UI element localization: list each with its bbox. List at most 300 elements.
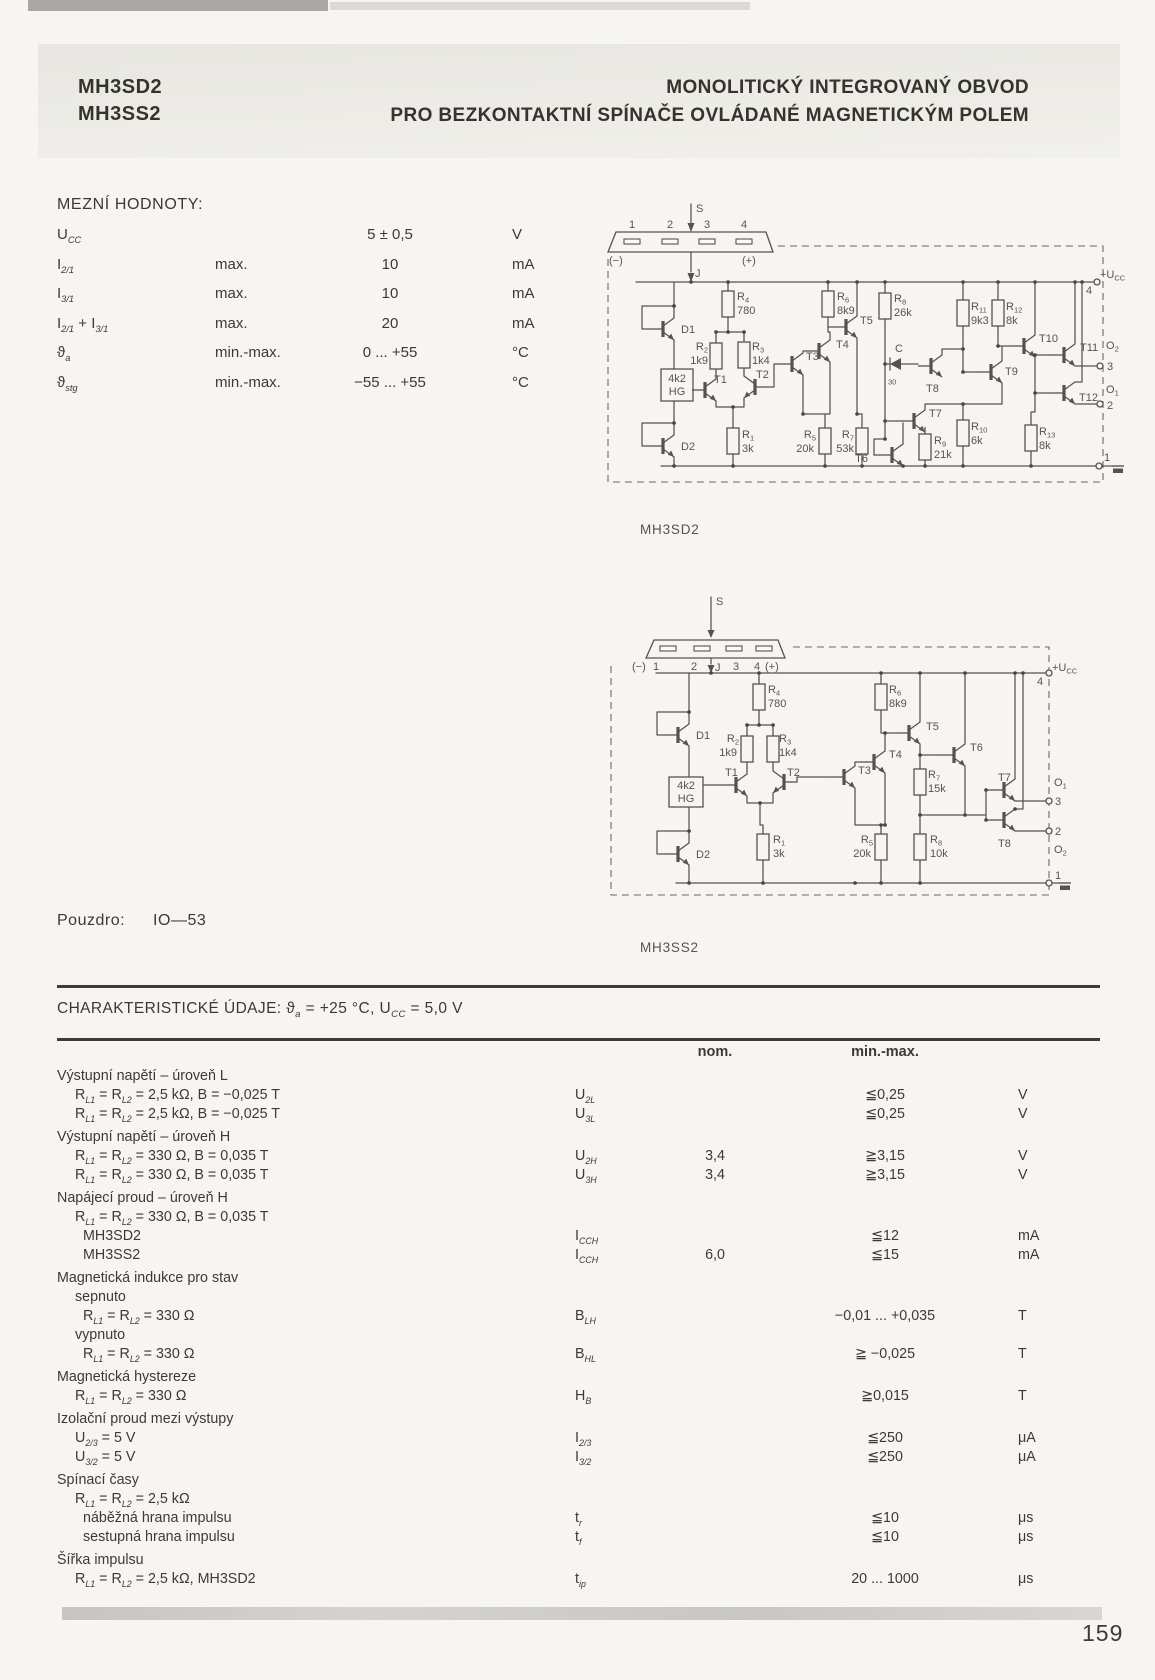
char-minmax-value: ≦250 [867,1430,903,1446]
resistor-symbol [957,293,969,333]
char-section [57,1369,1117,1407]
schematic-label: 15k [928,783,946,795]
part-number-2: MH3SS2 [78,103,162,125]
pin-circle [1046,880,1052,886]
char-minmax-value: ≦0,25 [865,1106,905,1122]
schematic-label: T7 [929,408,942,420]
transistor-symbol [1051,382,1075,404]
transistor-symbol [650,435,674,457]
schematic-label: $R_{12}$ [1006,301,1023,315]
char-row [57,1571,1117,1590]
char-nom-value: 3,4 [705,1148,725,1164]
limit-u: V [512,226,523,243]
schematic-label: 8k9 [889,698,907,710]
char-minmax-value: ≧3,15 [865,1148,905,1164]
limit-c: min.-max. [215,344,281,361]
char-section-title: Magnetická indukce pro stav [57,1270,239,1286]
schematic-label: 4 [740,219,748,231]
char-unit: mA [1018,1247,1040,1263]
schematic-label: $R_6$ [837,291,850,305]
schematic-label: $R_9$ [934,435,947,449]
schematic-label: 780 [768,698,787,710]
char-unit: T [1018,1308,1027,1324]
char-row [57,1228,1117,1247]
part-numbers [78,74,162,128]
char-unit: μA [1018,1449,1036,1465]
char-unit: μs [1018,1510,1034,1526]
limit-c: max. [215,255,248,273]
schematic-label: 1k9 [719,747,737,759]
char-symbol: $I_{3/2}$ [575,1449,592,1467]
schematic-label: J [715,662,721,674]
char-unit: μs [1018,1571,1034,1587]
char-row [57,1289,1117,1308]
schematic-label: $R_{10}$ [971,421,988,435]
schematic-label: $O_2$ [1054,844,1067,858]
schematic-label: 1 [628,219,636,231]
diagram2-caption: MH3SS2 [640,940,699,955]
char-symbol: $I_{2/3}$ [575,1430,592,1448]
schematic-label: 4k2 [677,780,695,792]
char-symbol: $H_B$ [575,1388,592,1406]
schematic-label: $R_{13}$ [1039,426,1056,440]
transistor-symbol [978,361,1002,383]
char-row [57,1327,1117,1346]
schematic-label: 2 [666,219,674,231]
schematic-label: 3k [773,848,785,860]
transistor-symbol [879,444,903,466]
char-section [57,1270,1117,1365]
table-rule-top [57,985,1100,988]
limit-u: °C [512,344,529,361]
limit-c: min.-max. [215,373,281,391]
char-section-title: Výstupní napětí – úroveň L [57,1068,228,1084]
limit-v: 5 ± 0,5 [367,226,413,243]
package-note [57,912,206,930]
char-minmax-value: ≦10 [871,1529,899,1545]
transistor-symbol [991,809,1015,831]
char-section [57,1472,1117,1548]
package-note-value: IO—53 [153,912,207,929]
schematic-label: 8k [1006,315,1018,327]
schematic-label: 1 [653,661,660,673]
pin-circle [1046,828,1052,834]
resistor-symbol [875,677,887,717]
char-condition: MH3SD2 [83,1228,141,1244]
char-condition: $R_{L1} = R_{L2} = 2,5$ kΩ, B = −0,025 T [75,1087,280,1105]
schematic-label: $O_1$ [1106,384,1119,398]
resistor-symbol [914,827,926,867]
char-unit: T [1018,1346,1027,1362]
char-section [57,1129,1117,1186]
char-condition: $R_{L1} = R_{L2} = 330$ Ω, B = 0,035 T [75,1148,269,1166]
char-condition: $R_{L1} = R_{L2} = 2,5$ kΩ, MH3SD2 [75,1571,256,1589]
char-section [57,1068,1117,1125]
schematic-label: 4 [1037,676,1044,688]
char-minmax-value: ≦12 [871,1228,899,1244]
char-nom-value: 3,4 [705,1167,725,1183]
char-row [57,1167,1117,1186]
limit-row [57,315,597,345]
schematic-label: $O_2$ [1106,340,1119,354]
pin-circle [1097,363,1103,369]
schematic-label: $R_5$ [860,834,873,848]
schematic-label: 1k4 [779,747,797,759]
schematic-label: 1k9 [690,355,708,367]
transistor-symbol [833,316,857,338]
char-minmax-value: ≦15 [871,1247,899,1263]
transistor-symbol [896,722,920,744]
schematic-label: T2 [787,767,800,779]
limit-row [57,344,597,374]
char-section [57,1190,1117,1266]
schematic-label: 30 [888,377,897,387]
limit-row [57,374,597,404]
resistor-symbol [753,677,765,717]
schematic-label: 4k2 [668,373,686,385]
schematic-label: HG [668,386,686,398]
schematic-label: 8k [1039,440,1051,452]
schematic-label: (−) [632,661,646,673]
char-condition: $U_{2/3} = 5$ V [75,1430,136,1448]
schematic-label: T8 [926,383,939,395]
resistor-symbol [957,413,969,453]
resistor-symbol [738,335,750,375]
char-row [57,1449,1117,1468]
schematic-label: 1 [1104,452,1111,464]
limit-u: mA [512,285,535,302]
limit-p: $ϑ_{stg}$ [57,373,78,393]
schematic-label: 2 [1107,400,1114,412]
char-section-title: Spínací časy [57,1472,139,1488]
limits-title: MEZNÍ HODNOTY: [57,196,204,213]
limit-v: 20 [381,314,399,332]
schematic-label: T4 [889,749,902,761]
schematic-label: 3 [703,219,711,231]
char-symbol: $B_{LH}$ [575,1308,596,1326]
schematic-label: 780 [737,305,756,317]
char-minmax-value: ≦0,25 [865,1087,905,1103]
char-condition: $R_{L1} = R_{L2} = 330$ Ω, B = 0,035 T [75,1209,269,1227]
char-condition: $R_{L1} = R_{L2} = 330$ Ω [83,1346,195,1364]
resistor-symbol [992,293,1004,333]
schematic-label: 21k [934,449,952,461]
schematic-label: 20k [853,848,871,860]
transistor-symbol [779,353,803,375]
arrow-down-icon [688,223,695,232]
title-line-1: MONOLITICKÝ INTEGROVANÝ OBVOD [666,77,1029,98]
schematic-label: D1 [696,730,711,742]
table-rule-mid [57,1038,1100,1041]
char-section-title: Izolační proud mezi výstupy [57,1411,234,1427]
transistor-symbol [692,379,716,401]
ground-icon [1059,883,1071,890]
schematic-label: 8k9 [837,305,855,317]
char-row [57,1346,1117,1365]
transistor-symbol [901,410,925,432]
resistor-symbol [879,286,891,326]
col-header-minmax: min.-max. [851,1044,919,1060]
limit-row [57,256,597,286]
schematic-label: $R_3$ [779,733,792,747]
char-condition: vypnuto [75,1327,126,1343]
char-minmax-value: 20 ... 1000 [851,1571,919,1587]
schematic-label: 2 [691,661,698,673]
resistor-symbol [822,284,834,324]
char-unit: T [1018,1388,1027,1404]
schematic-label: D1 [681,324,696,336]
char-row [57,1529,1117,1548]
diode-icon [890,358,901,370]
package-note-label: Pouzdro: [57,912,126,929]
char-condition: $R_{L1} = R_{L2} = 330$ Ω [83,1308,195,1326]
limit-p: $I_{2/1}$ [57,255,75,275]
char-row [57,1247,1117,1266]
schematic-mh3ss2 [596,585,1126,900]
transistor-symbol [665,843,689,865]
schematic-label: T7 [998,772,1011,784]
resistor-symbol [741,729,753,769]
char-unit: V [1018,1148,1028,1164]
resistor-symbol [757,827,769,867]
schematic-label: 3 [733,661,740,673]
schematic-label: $R_{11}$ [971,301,987,315]
schematic-label: $R_7$ [928,769,941,783]
char-minmax-value: −0,01 ... +0,035 [834,1308,936,1324]
schematic-label: $+U_{CC}$ [1052,662,1078,676]
schematic-label: $+U_{CC}$ [1100,269,1126,283]
char-symbol: $U_{2L}$ [575,1087,596,1105]
limits-table [57,226,597,403]
page-number: 159 [1082,1620,1124,1646]
char-minmax-value: ≦250 [867,1449,903,1465]
limit-row [57,285,597,315]
transistor-symbol [1051,344,1075,366]
schematic-label: $R_1$ [742,429,755,443]
resistor-symbol [819,421,831,461]
schematic-label: (+) [742,255,756,267]
schematic-label: HG [677,793,695,805]
char-section-title: Magnetická hystereze [57,1369,197,1385]
schematic-label: T5 [860,315,873,327]
transist­or-symbol [941,744,965,766]
resistor-symbol [767,729,779,769]
schematic-label: T3 [806,351,819,363]
char-symbol: $I_{CCH}$ [575,1228,599,1246]
schematic-label: 10k [930,848,948,860]
char-section-title: Šířka impulsu [57,1552,144,1568]
schematic-label: S [716,596,724,608]
char-symbol: $U_{3L}$ [575,1106,596,1124]
char-symbol: $t_r$ [575,1510,582,1528]
pin-circle [1046,798,1052,804]
char-symbol: $U_{3H}$ [575,1167,597,1185]
char-row [57,1106,1117,1125]
char-minmax-value: ≦10 [871,1510,899,1526]
char-minmax-value: ≧ −0,025 [854,1346,916,1362]
resistor-symbol [722,284,734,324]
char-symbol: $B_{HL}$ [575,1346,596,1364]
limit-v: 0 ... +55 [362,344,418,361]
char-row [57,1148,1117,1167]
limit-row [57,226,597,256]
characteristics-title: CHARAKTERISTICKÉ ÚDAJE: $ϑ_a = +25$ °C, $U_{CC} = 5,0$ V [57,1000,463,1021]
schematic-label: T4 [836,339,849,351]
part-number-1: MH3SD2 [78,76,163,98]
schematic-label: J [695,268,701,280]
char-section [57,1411,1117,1468]
scan-smudge [330,2,750,10]
col-header-nom: nom. [697,1044,733,1060]
schematic-label: $R_8$ [894,293,907,307]
schematic-label: S [696,203,704,215]
char-symbol: $U_{2H}$ [575,1148,597,1166]
transistor-symbol [918,355,942,377]
schematic-label: T2 [756,369,769,381]
transistor-symbol [831,766,855,788]
char-row [57,1430,1117,1449]
resistor-symbol [1025,418,1037,458]
char-minmax-value: ≧0,015 [861,1388,909,1404]
schematic-label: $R_6$ [889,684,902,698]
scan-smudge [28,0,328,11]
schematic-mh3sd2 [596,194,1141,494]
char-symbol: $t_{ip}$ [575,1571,586,1589]
char-section [57,1552,1117,1590]
schematic-label: $R_2$ [695,341,708,355]
limit-c: max. [215,285,248,302]
schematic-label: T12 [1079,392,1098,404]
schematic-label: (+) [765,661,779,673]
schematic-label: 4 [1086,285,1093,297]
schematic-label: D2 [681,441,696,453]
char-row [57,1491,1117,1510]
limit-v: −55 ... +55 [354,373,426,391]
char-symbol: $I_{CCH}$ [575,1247,599,1265]
char-condition: sepnuto [75,1289,126,1305]
limit-u: mA [512,255,535,273]
char-condition: $U_{3/2} = 5$ V [75,1449,136,1467]
schematic-label: T10 [1039,333,1058,345]
page-title [390,74,1029,130]
schematic-label: 6k [971,435,983,447]
char-unit: mA [1018,1228,1040,1244]
char-unit: V [1018,1087,1028,1103]
char-unit: V [1018,1167,1028,1183]
char-symbol: $t_f$ [575,1529,582,1547]
transistor-symbol [665,724,689,746]
char-row [57,1388,1117,1407]
schematic-label: C [895,343,903,355]
char-condition: $R_{L1} = R_{L2} = 330$ Ω [75,1388,187,1406]
characteristics-column-headers [57,1044,1117,1062]
schematic-label: T11 [1080,342,1099,354]
char-minmax-value: ≧3,15 [865,1167,905,1183]
ground-icon [1112,466,1124,473]
schematic-label: T8 [998,838,1011,850]
schematic-label: T3 [858,765,871,777]
bottom-scan-bar [62,1607,1102,1620]
resistor-symbol [919,427,931,467]
resistor-symbol [875,827,887,867]
schematic-label: $R_4$ [737,291,750,305]
limit-p: $U_{CC}$ [57,226,82,245]
schematic-label: 20k [796,443,814,455]
resistor-symbol [727,421,739,461]
schematic-label: T5 [926,721,939,733]
title-line-2: PRO BEZKONTAKTNÍ SPÍNAČE OVLÁDANÉ MAGNETICKÝM POLEM [390,105,1029,126]
schematic-label: T6 [855,453,868,465]
char-section-title: Napájecí proud – úroveň H [57,1190,228,1206]
char-condition: $R_{L1} = R_{L2} = 330$ Ω, B = 0,035 T [75,1167,269,1185]
schematic-label: 1 [1055,870,1062,882]
resistor-symbol [914,762,926,802]
schematic-label: 4 [754,661,761,673]
schematic-label: (−) [609,255,623,267]
schematic-label: $R_2$ [726,733,739,747]
schematic-label: $O_1$ [1054,777,1067,791]
schematic-label: $R_7$ [841,429,854,443]
char-body [57,1068,1117,1594]
limit-u: mA [512,314,535,332]
char-nom-value: 6,0 [705,1247,725,1263]
schematic-label: $R_8$ [930,834,943,848]
schematic-label: $R_5$ [803,429,816,443]
pin-circle [1096,463,1102,469]
limit-p: $ϑ_a$ [57,344,71,363]
schematic-label: 53k [836,443,854,455]
diagram1-caption: MH3SD2 [640,522,700,537]
transistor-symbol [1011,335,1035,357]
resistor-symbol [710,336,722,376]
char-condition: $R_{L1} = R_{L2} = 2,5$ kΩ, B = −0,025 T [75,1106,280,1124]
schematic-label: 26k [894,307,912,319]
char-condition: MH3SS2 [83,1247,141,1263]
schematic-label: 3 [1055,796,1062,808]
char-condition: sestupná hrana impulsu [83,1529,235,1545]
char-row [57,1087,1117,1106]
limit-p: $I_{2/1} + I_{3/1}$ [57,314,109,334]
schematic-label: T1 [714,374,727,386]
transistor-symbol [650,318,674,340]
char-row [57,1510,1117,1529]
limit-c: max. [215,314,248,332]
schematic-label: D2 [696,849,711,861]
schematic-label: 2 [1055,826,1062,838]
schematic-label: T9 [1005,366,1018,378]
limit-p: $I_{3/1}$ [57,285,75,304]
schematic-label: 3 [1107,361,1114,373]
arrow-down-icon [708,630,715,638]
char-unit: V [1018,1106,1028,1122]
limit-u: °C [512,373,529,391]
char-row [57,1308,1117,1327]
schematic-label: 9k3 [971,315,989,327]
char-unit: μs [1018,1529,1034,1545]
char-section-title: Výstupní napětí – úroveň H [57,1129,231,1145]
char-condition: náběžná hrana impulsu [83,1510,232,1526]
schematic-label: T1 [725,767,738,779]
schematic-label: 1k4 [752,355,770,367]
char-condition: $R_{L1} = R_{L2} = 2,5$ kΩ [75,1491,190,1509]
char-unit: μA [1018,1430,1036,1446]
schematic-label: $R_3$ [752,341,765,355]
limit-v: 10 [381,255,399,273]
char-row [57,1209,1117,1228]
limit-v: 10 [381,285,399,302]
schematic-label: T6 [970,742,983,754]
schematic-label: $R_4$ [768,684,781,698]
